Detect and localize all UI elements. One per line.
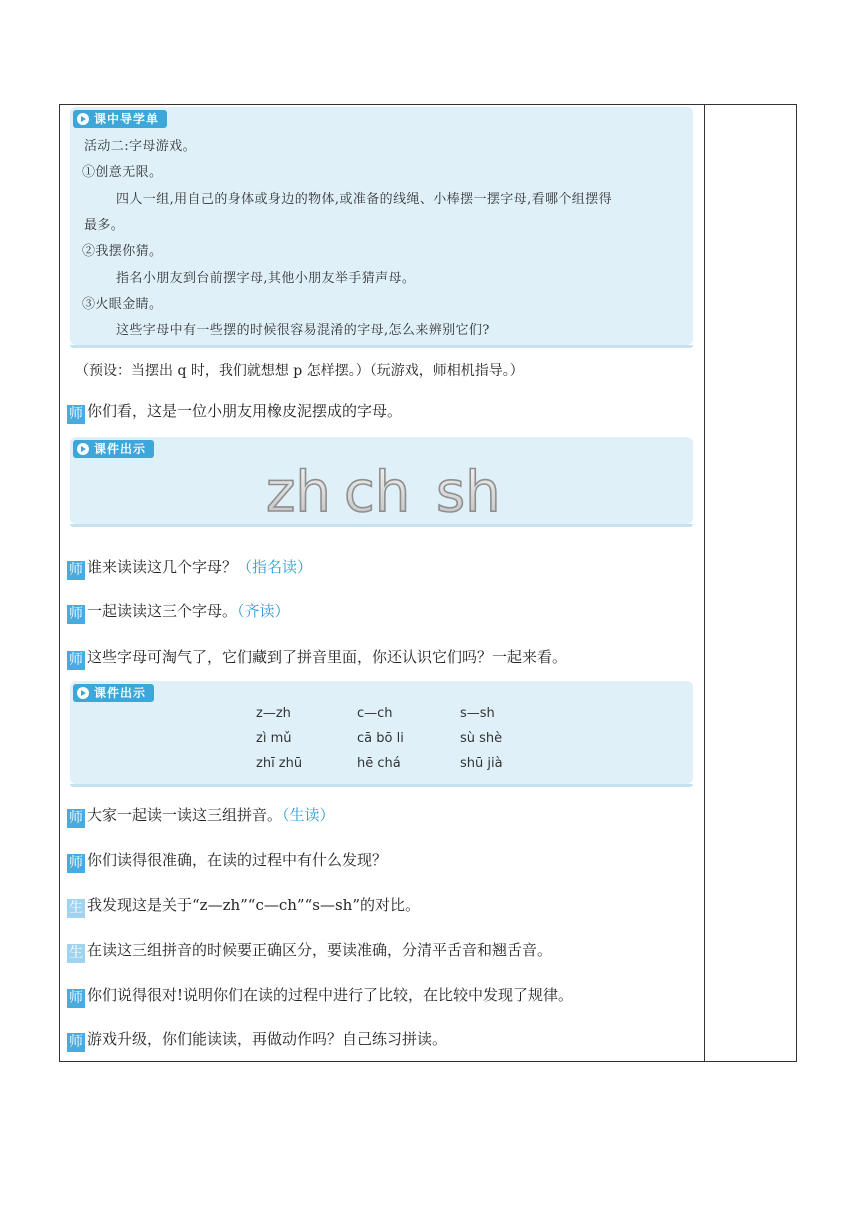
activity-line: 指名小朋友到台前摆字母,其他小朋友举手猜声母。 xyxy=(116,271,416,286)
dialog-text: 这些字母可淘气了，它们藏到了拼音里面，你还认识它们吗？一起来看。 xyxy=(87,648,568,666)
dialog-line xyxy=(67,556,312,580)
dialog-line xyxy=(67,894,420,918)
activity-line: ②我摆你猜。 xyxy=(82,244,163,259)
dialog-text: 谁来读读这几个字母？ xyxy=(87,558,238,576)
courseware-panel xyxy=(70,681,693,784)
pinyin-cell: zhī zhū xyxy=(256,756,303,771)
preset-note: （预设：当摆出 q 时，我们就想想 p 怎样摆。）（玩游戏，师相机指导。） xyxy=(75,363,524,379)
dialog-note: （生读） xyxy=(282,806,335,824)
panel-tag xyxy=(73,684,154,702)
pinyin-cell: z—zh xyxy=(256,706,291,721)
activity-line: ③火眼金睛。 xyxy=(82,297,163,312)
panel-tag-label: 课件出示 xyxy=(94,442,147,456)
dialog-line xyxy=(67,849,387,873)
play-icon xyxy=(77,687,89,699)
dialog-text: 在读这三组拼音的时候要正确区分，要读准确，分清平舌音和翘舌音。 xyxy=(87,941,553,959)
teacher-badge: 师 xyxy=(69,990,83,1006)
teacher-badge: 师 xyxy=(69,406,83,422)
pinyin-cell: hē chá xyxy=(357,756,401,771)
pinyin-cell: zì mǔ xyxy=(256,731,292,746)
dialog-note: （齐读） xyxy=(237,602,290,620)
pinyin-cell: c—ch xyxy=(357,706,393,721)
panel-shadow xyxy=(70,524,693,527)
pinyin-cell: cā bō li xyxy=(357,731,404,746)
pinyin-cell: shū jià xyxy=(460,756,503,771)
clay-letter: zh xyxy=(266,460,331,524)
table-column-divider xyxy=(704,104,705,1062)
dialog-line xyxy=(67,1028,447,1052)
dialog-line xyxy=(67,646,567,670)
dialog-line xyxy=(67,939,552,963)
activity-panel xyxy=(70,107,693,345)
activity-line: 这些字母中有一些摆的时候很容易混淆的字母,怎么来辨别它们? xyxy=(116,323,490,338)
clay-letters xyxy=(70,437,693,524)
teacher-badge: 师 xyxy=(69,606,83,622)
dialog-text: 你们看，这是一位小朋友用橡皮泥摆成的字母。 xyxy=(87,402,403,420)
dialog-line xyxy=(67,804,335,828)
teacher-badge: 师 xyxy=(69,1034,83,1050)
panel-tag xyxy=(73,110,167,128)
teacher-badge: 师 xyxy=(69,652,83,668)
activity-line: 四人一组,用自己的身体或身边的物体,或准备的线绳、小棒摆一摆字母,看哪个组摆得 xyxy=(116,192,612,207)
pinyin-cell: sù shè xyxy=(460,731,503,746)
student-badge: 生 xyxy=(69,945,83,961)
clay-letter: sh xyxy=(436,460,501,524)
panel-tag-label: 课件出示 xyxy=(94,686,147,700)
dialog-text: 你们读得很准确，在读的过程中有什么发现？ xyxy=(87,851,388,869)
panel-shadow xyxy=(70,345,693,348)
pinyin-cell: s—sh xyxy=(460,706,495,721)
activity-line: 最多。 xyxy=(84,218,125,233)
teacher-badge: 师 xyxy=(69,810,83,826)
dialog-text: 我发现这是关于“z—zh”“c—ch”“s—sh”的对比。 xyxy=(87,896,420,914)
dialog-line xyxy=(67,984,573,1008)
dialog-text: 游戏升级，你们能读读，再做动作吗？自己练习拼读。 xyxy=(87,1030,448,1048)
play-icon xyxy=(77,113,89,125)
panel-shadow xyxy=(70,784,693,787)
courseware-panel xyxy=(70,437,693,524)
clay-letter: ch xyxy=(344,460,411,524)
activity-line: 活动二:字母游戏。 xyxy=(84,139,196,154)
activity-line: ①创意无限。 xyxy=(82,165,163,180)
teacher-badge: 师 xyxy=(69,562,83,578)
dialog-line xyxy=(67,600,290,624)
dialog-text: 大家一起读一读这三组拼音。 xyxy=(87,806,283,824)
dialog-text: 一起读读这三个字母。 xyxy=(87,602,238,620)
dialog-note: （指名读） xyxy=(237,558,313,576)
dialog-line xyxy=(67,400,402,424)
panel-tag-label: 课中导学单 xyxy=(94,112,160,126)
dialog-text: 你们说得很对!说明你们在读的过程中进行了比较，在比较中发现了规律。 xyxy=(87,986,574,1004)
teacher-badge: 师 xyxy=(69,855,83,871)
student-badge: 生 xyxy=(69,900,83,916)
